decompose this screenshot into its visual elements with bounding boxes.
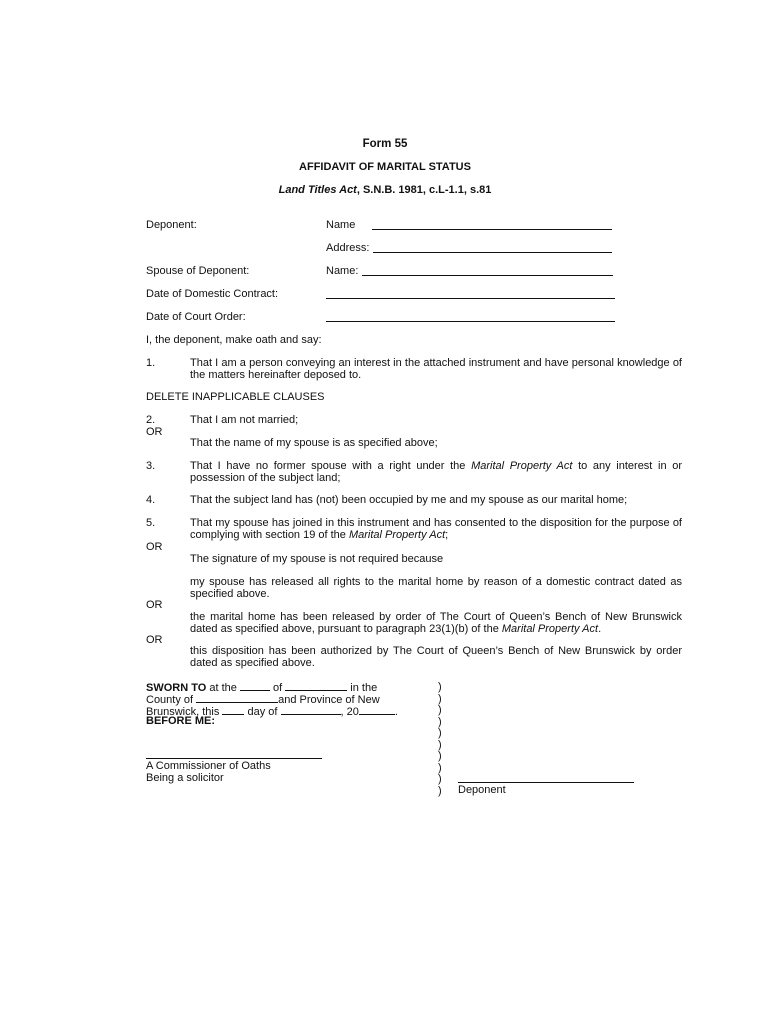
act-reference: , S.N.B. 1981, c.L-1.1, s.81 [356,184,492,196]
form-number: Form 55 [362,138,408,150]
paren-mark: ) [438,785,442,797]
paren-mark: ) [438,762,442,774]
jurat-line-2: County of and Province of New [146,694,380,706]
paren-mark: ) [438,681,442,693]
paren-mark: ) [438,750,442,762]
oath-intro: I, the deponent, make oath and say: [146,334,322,346]
jurat-month-blank[interactable] [281,704,341,715]
court-order-line[interactable] [326,311,615,322]
paren-mark: ) [438,693,442,705]
act-name: Land Titles Act [278,184,357,196]
before-me: BEFORE ME: [146,715,216,727]
commissioner-qualifier: Being a solicitor [146,772,224,784]
paren-mark: ) [438,716,442,728]
paren-mark: ) [438,739,442,751]
clause-2-text: That I am not married; [190,414,299,426]
paren-mark: ) [438,704,442,716]
commissioner-title: A Commissioner of Oaths [146,760,271,772]
spouse-label: Spouse of Deponent: [146,265,250,277]
clause-3-text: That I have no former spouse with a right under the Marital Property Act to any interest in or possession of the subject land; [190,460,683,484]
paren-mark: ) [438,773,442,785]
spouse-name-line[interactable] [362,265,613,276]
or-label: OR [146,599,163,611]
reason-court-authorized: this disposition has been authorized by The Court of Queen’s Bench of New Brunswick by order dated as specified above. [190,645,682,669]
deponent-name-label: Name [326,219,356,231]
or-label: OR [146,634,163,646]
clause-5-text: That my spouse has joined in this instrument and has consented to the disposition for the purpose of complying with section 19 of the Marital Property Act; [190,517,682,541]
reason-court-release: the marital home has been released by order of The Court of Queen’s Bench of New Brunswick dated as specified above, pursuant to paragraph 23(1)(b) of the Marital Property Act. [190,611,682,635]
clause-5-number: 5. [146,517,156,529]
clause-1-number: 1. [146,357,156,369]
clause-4-number: 4. [146,494,156,506]
clause-5-alternative: The signature of my spouse is not required because [190,553,444,565]
clause-1-text: That I am a person conveying an interest in the attached instrument and have personal knowledge of the matters hereinafter deposed to. [190,357,682,381]
or-label: OR [146,541,163,553]
court-order-label: Date of Court Order: [146,311,246,323]
jurat-place-blank[interactable] [240,680,270,691]
jurat-line-1: SWORN TO at the of in the [146,682,378,694]
deponent-signature-label: Deponent [458,784,506,796]
clause-2-number: 2. [146,414,156,426]
commissioner-signature-line[interactable] [146,748,322,759]
jurat-line-3: Brunswick, this day of , 20 . [146,706,398,718]
domestic-contract-label: Date of Domestic Contract: [146,288,279,300]
jurat-municipality-blank[interactable] [285,680,347,691]
delete-note: DELETE INAPPLICABLE CLAUSES [146,391,325,403]
jurat-day-blank[interactable] [222,704,244,715]
reason-domestic-contract: my spouse has released all rights to the marital home by reason of a domestic contract dated as specified above. [190,576,682,600]
deponent-label: Deponent: [146,219,197,231]
jurat-year-blank[interactable] [359,704,395,715]
form-title: AFFIDAVIT OF MARITAL STATUS [299,161,471,173]
clause-3-number: 3. [146,460,156,472]
spouse-name-label: Name: [326,265,359,277]
deponent-signature-line[interactable] [458,772,634,783]
deponent-address-label: Address: [326,242,370,254]
deponent-name-line[interactable] [372,219,612,230]
clause-4-text: That the subject land has (not) been occupied by me and my spouse as our marital home; [190,494,628,506]
act-citation [0,184,770,196]
paren-mark: ) [438,727,442,739]
deponent-address-line[interactable] [373,242,612,253]
or-label: OR [146,426,163,438]
domestic-contract-line[interactable] [326,288,615,299]
clause-2-alternative: That the name of my spouse is as specified above; [190,437,438,449]
jurat-county-blank[interactable] [196,692,278,703]
